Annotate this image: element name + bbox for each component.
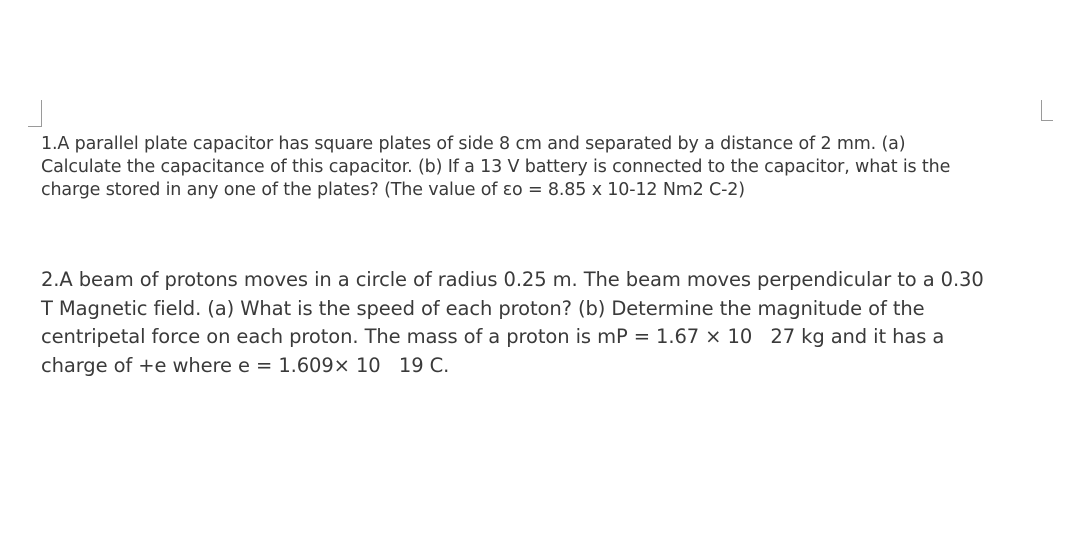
question-2-paragraph	[41, 266, 1071, 380]
question-2-line: charge of +e where e = 1.609× 10 19 C.	[41, 353, 450, 377]
margin-corner-mark-left	[28, 100, 42, 127]
margin-corner-mark-right	[1041, 100, 1053, 121]
question-2-line: T Magnetic field. (a) What is the speed of each proton? (b) Determine the magnitude of the	[41, 296, 925, 320]
question-1-line: Calculate the capacitance of this capacitor. (b) If a 13 V battery is connected to the capacitor, what is the	[41, 157, 951, 177]
question-1-paragraph	[41, 133, 1071, 202]
question-2-line: centripetal force on each proton. The mass of a proton is mP = 1.67 × 10 27 kg and it has a	[41, 325, 945, 348]
question-1-line: 1.A parallel plate capacitor has square plates of side 8 cm and separated by a distance of 2 mm. (a)	[41, 134, 906, 154]
question-2-line: 2.A beam of protons moves in a circle of radius 0.25 m. The beam moves perpendicular to a 0.30	[41, 268, 984, 291]
question-1-line: charge stored in any one of the plates? (The value of εo = 8.85 x 10-12 Nm2 C-2)	[41, 180, 745, 200]
